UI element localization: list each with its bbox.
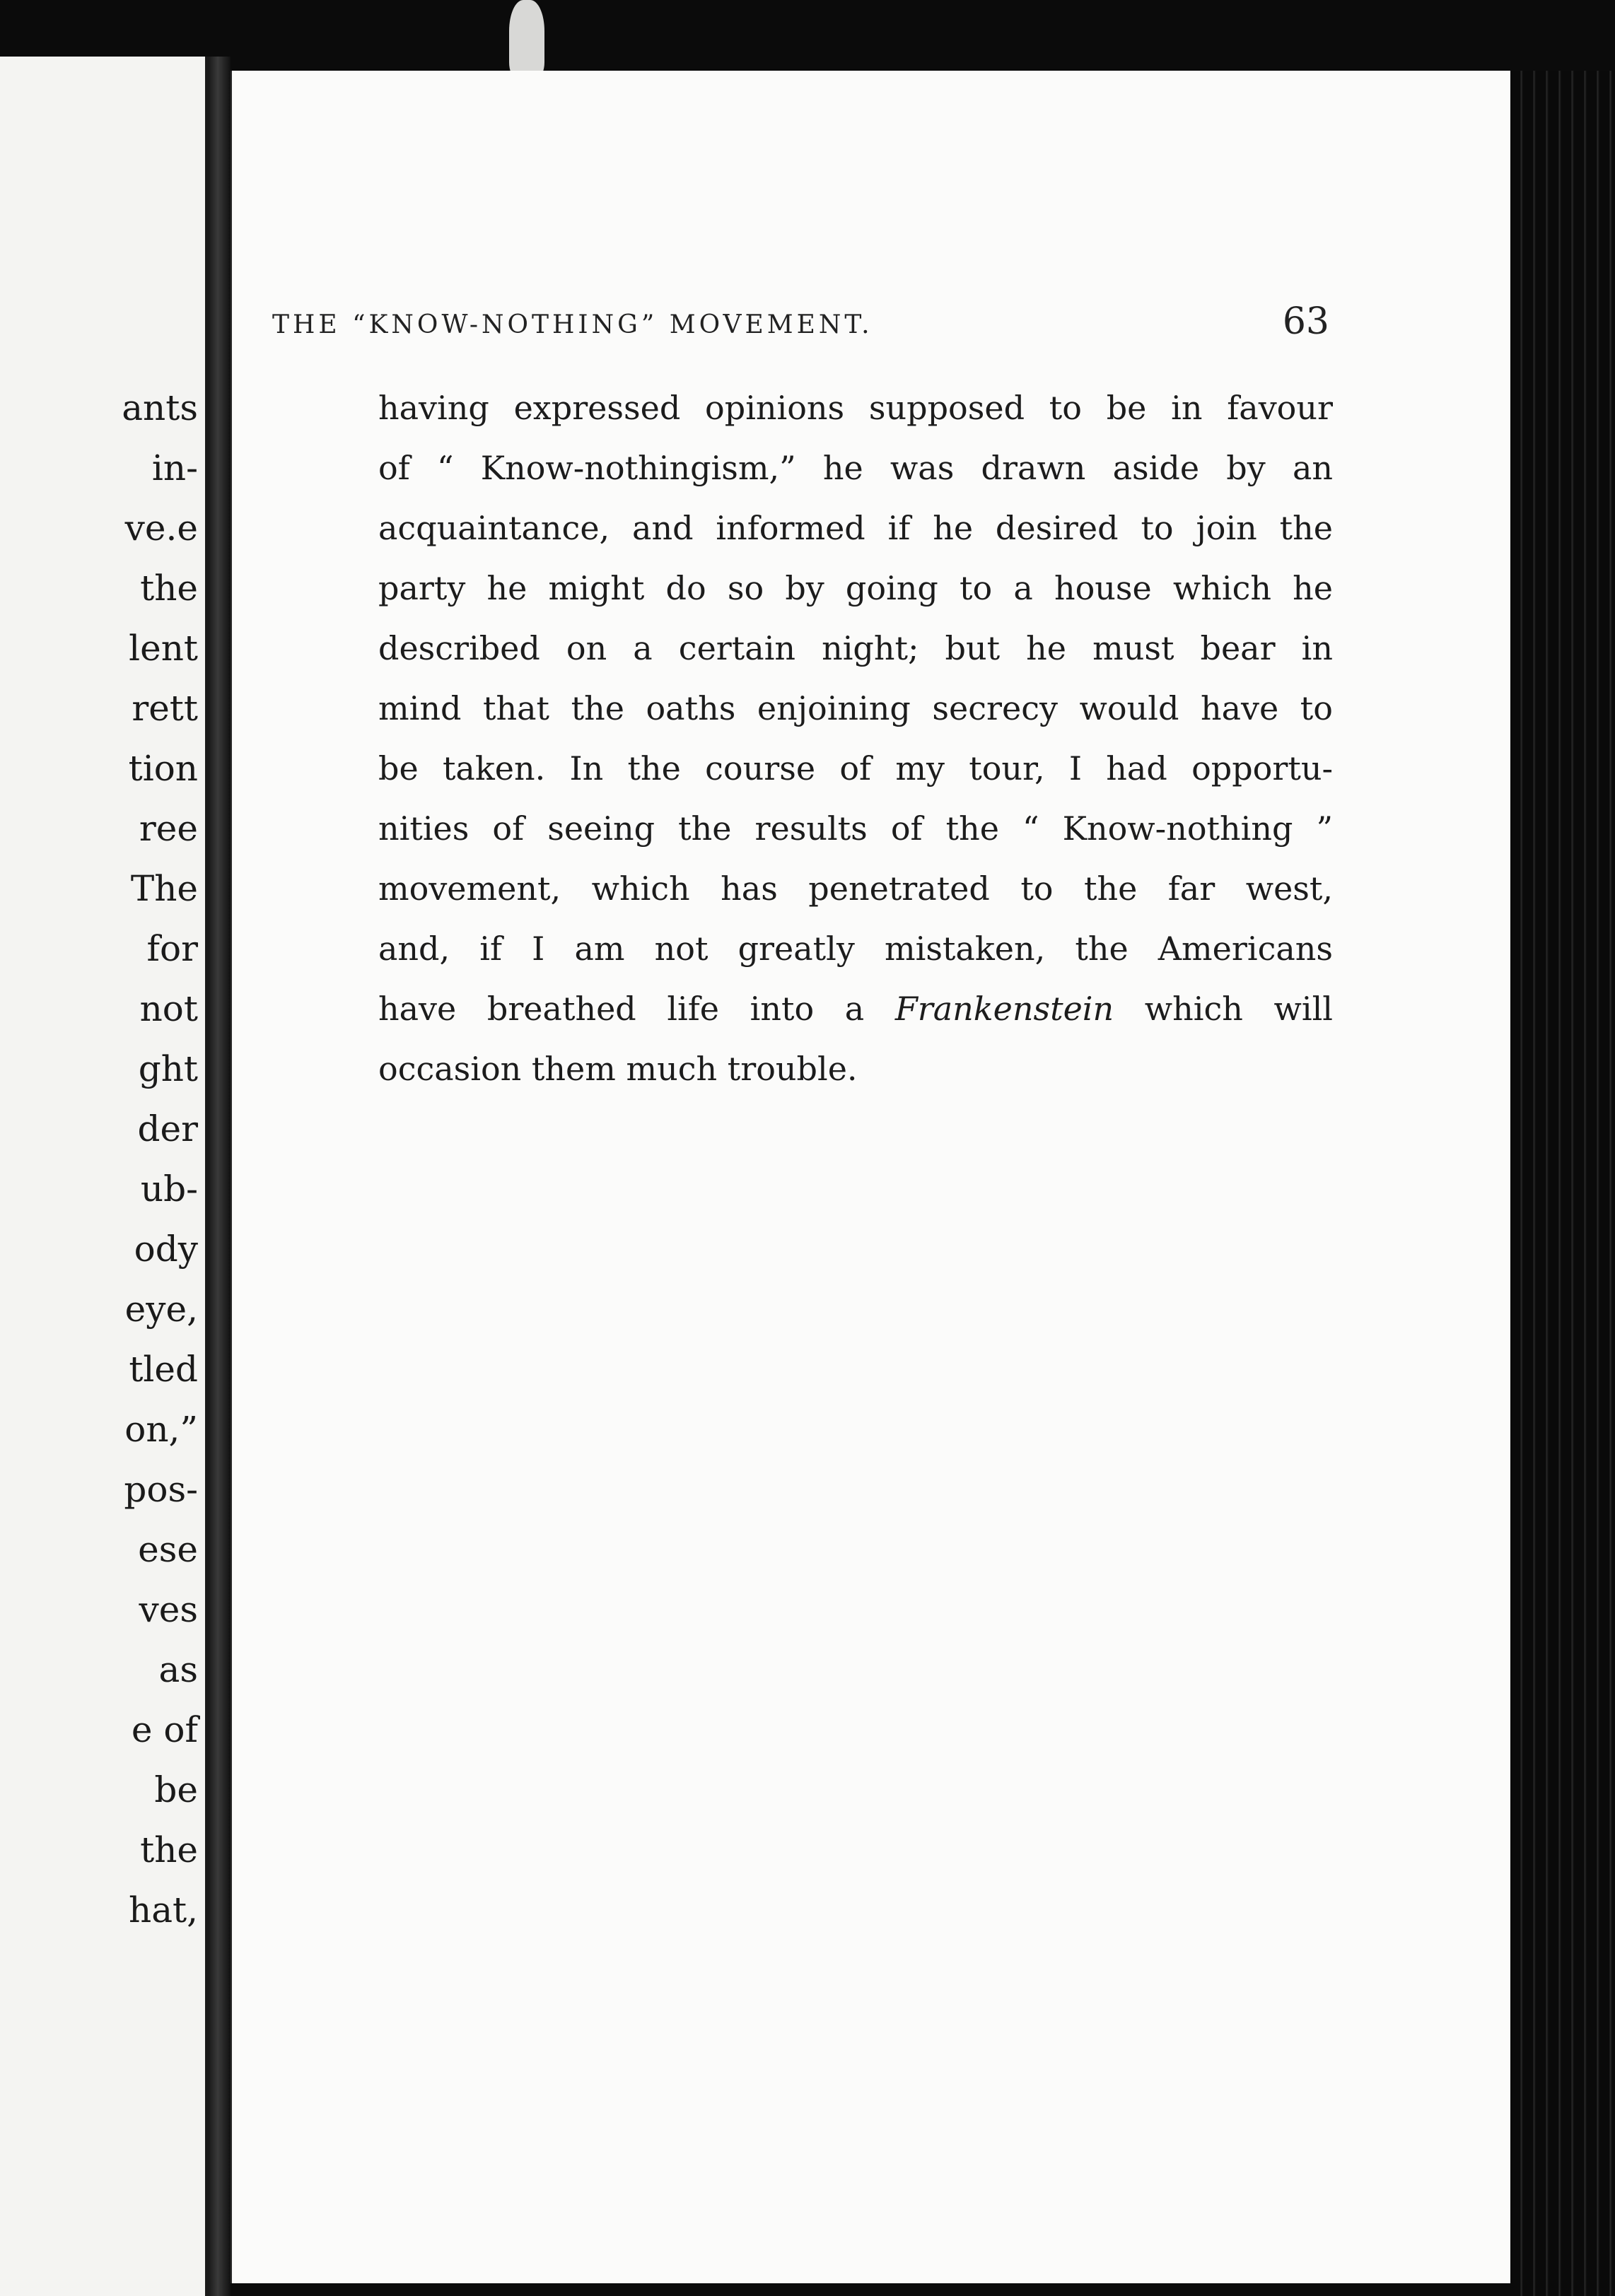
facing-line: on,”	[124, 1409, 198, 1450]
facing-line: ese	[138, 1529, 198, 1570]
facing-line: pos-	[124, 1469, 198, 1510]
text-line: nities of seeing the results of the “ Know-nothing ”	[378, 809, 1333, 848]
text-line: movement, which has penetrated to the far west,	[378, 869, 1333, 908]
text-line: acquaintance, and informed if he desired to join the	[378, 509, 1333, 547]
facing-line: ody	[134, 1229, 198, 1270]
text-line: party he might do so by going to a house which he	[378, 569, 1333, 607]
facing-line: ght	[138, 1048, 198, 1089]
running-head-title: THE “KNOW-NOTHING” MOVEMENT.	[272, 310, 873, 339]
book-gutter	[209, 57, 231, 2296]
facing-page-clip	[0, 57, 205, 2296]
text-line: of “ Know-nothingism,” he was drawn aside by an	[378, 449, 1333, 487]
facing-line: tled	[129, 1349, 198, 1390]
italic-title-frankenstein: Frankenstein	[894, 990, 1114, 1028]
page-number: 63	[1282, 300, 1329, 343]
facing-line: The	[130, 868, 198, 909]
text-line: be taken. In the course of my tour, I had opportu-	[378, 749, 1333, 787]
page-edges-right	[1510, 71, 1615, 2296]
facing-line: rett	[132, 688, 198, 729]
scan-debris	[509, 0, 544, 78]
facing-line: be	[154, 1769, 198, 1810]
facing-line: der	[137, 1108, 198, 1149]
text-line-end: which will	[1114, 990, 1333, 1028]
text-line: having expressed opinions supposed to be in favour	[378, 389, 1333, 427]
text-line	[378, 979, 1333, 1039]
facing-line: ves	[139, 1589, 198, 1630]
facing-line: tion	[128, 748, 198, 789]
text-line-start: have breathed life into a	[378, 990, 895, 1028]
facing-page-left	[0, 57, 209, 2296]
facing-page-text	[122, 378, 198, 1940]
text-line: mind that the oaths enjoining secrecy would have to	[378, 689, 1333, 727]
text-line: and, if I am not greatly mistaken, the Americans	[378, 930, 1333, 968]
facing-line: ve.e	[124, 508, 198, 549]
facing-line: e of	[131, 1709, 198, 1750]
facing-line: the	[140, 568, 198, 609]
facing-line: for	[146, 928, 198, 969]
text-line-last: occasion them much trouble.	[378, 1050, 858, 1088]
facing-line: the	[140, 1829, 198, 1870]
facing-line: ants	[122, 387, 198, 428]
facing-line: ub-	[140, 1168, 198, 1210]
body-text	[378, 378, 1333, 1099]
facing-line: not	[139, 988, 198, 1029]
text-line: described on a certain night; but he must bear in	[378, 629, 1333, 667]
facing-line: lent	[129, 628, 198, 669]
facing-line: eye,	[124, 1289, 198, 1330]
facing-line: ree	[139, 808, 198, 849]
running-head	[272, 300, 1329, 350]
facing-line: in-	[151, 447, 198, 488]
facing-line: as	[158, 1649, 198, 1690]
facing-line: hat,	[129, 1890, 198, 1931]
